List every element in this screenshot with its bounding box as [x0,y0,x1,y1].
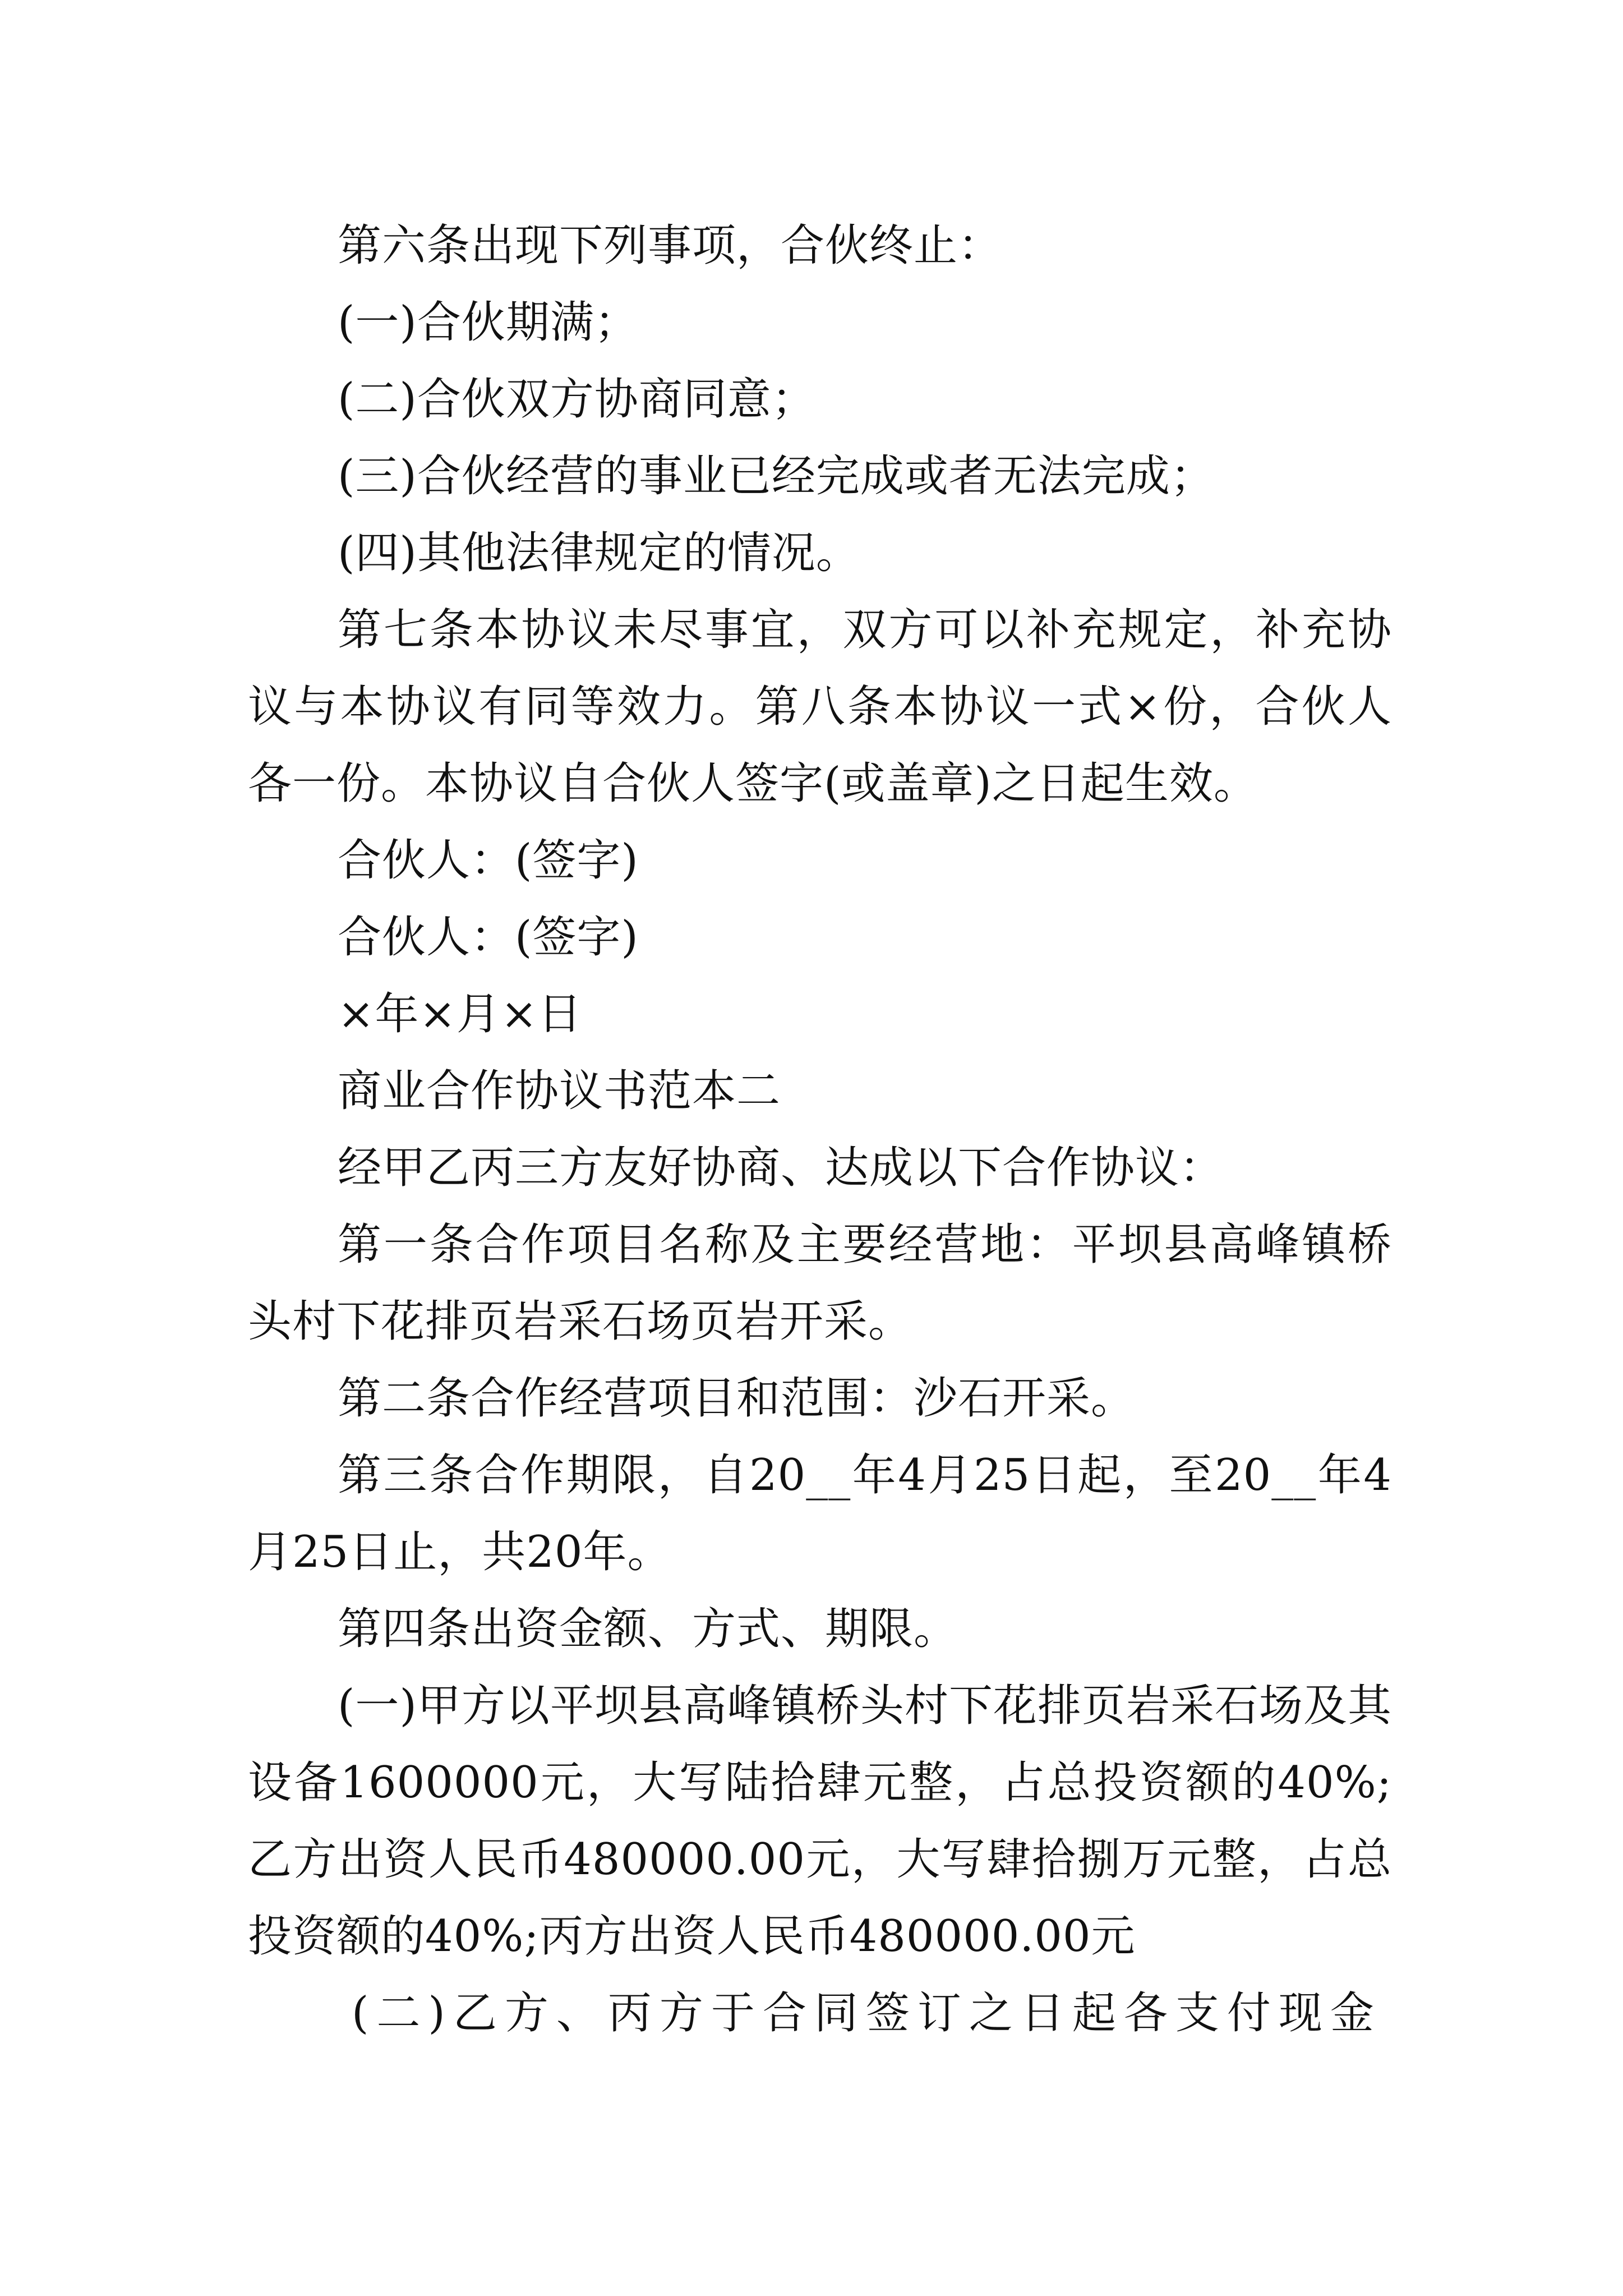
paragraph: (一)甲方以平坝县高峰镇桥头村下花排页岩采石场及其设备1600000元，大写陆拾肆元整，占总投资额的40%;乙方出资人民币480000.00元，大写肆拾捌万元整，占总投资额的40%;丙方出资人民币480000.00元 [248,1681,1392,1962]
paragraph: 第三条合作期限，自20__年4月25日起，至20__年4月25日止，共20年。 [248,1450,1392,1577]
paragraph: (二)合伙双方协商同意； [338,374,816,425]
paragraph: 第六条出现下列事项，合伙终止： [338,220,1003,271]
paragraph: 第二条合作经营项目和范围：沙石开采。 [338,1373,1136,1424]
section-title: 商业合作协议书范本二 [338,1066,781,1116]
paragraph: (二)乙方、丙方于合同签订之日起各支付现金 [352,1988,1382,2039]
paragraph: (四)其他法律规定的情况。 [338,528,860,578]
date-line: ×年×月×日 [338,989,583,1039]
signature-line: 合伙人：(签字) [338,912,639,963]
paragraph: (一)合伙期满； [338,297,639,348]
paragraph: 第四条出资金额、方式、期限。 [338,1604,958,1654]
paragraph: (三)合伙经营的事业已经完成或者无法完成； [338,451,1215,501]
signature-line: 合伙人：(签字) [338,835,639,886]
paragraph: 经甲乙丙三方友好协商、达成以下合作协议： [338,1143,1224,1193]
document-body [248,208,1392,2052]
paragraph: 第一条合作项目名称及主要经营地：平坝县高峰镇桥头村下花排页岩采石场页岩开采。 [248,1220,1392,1347]
paragraph: 第七条本协议未尽事宜，双方可以补充规定，补充协议与本协议有同等效力。第八条本协议一式×份，合伙人各一份。本协议自合伙人签字(或盖章)之日起生效。 [248,605,1392,809]
